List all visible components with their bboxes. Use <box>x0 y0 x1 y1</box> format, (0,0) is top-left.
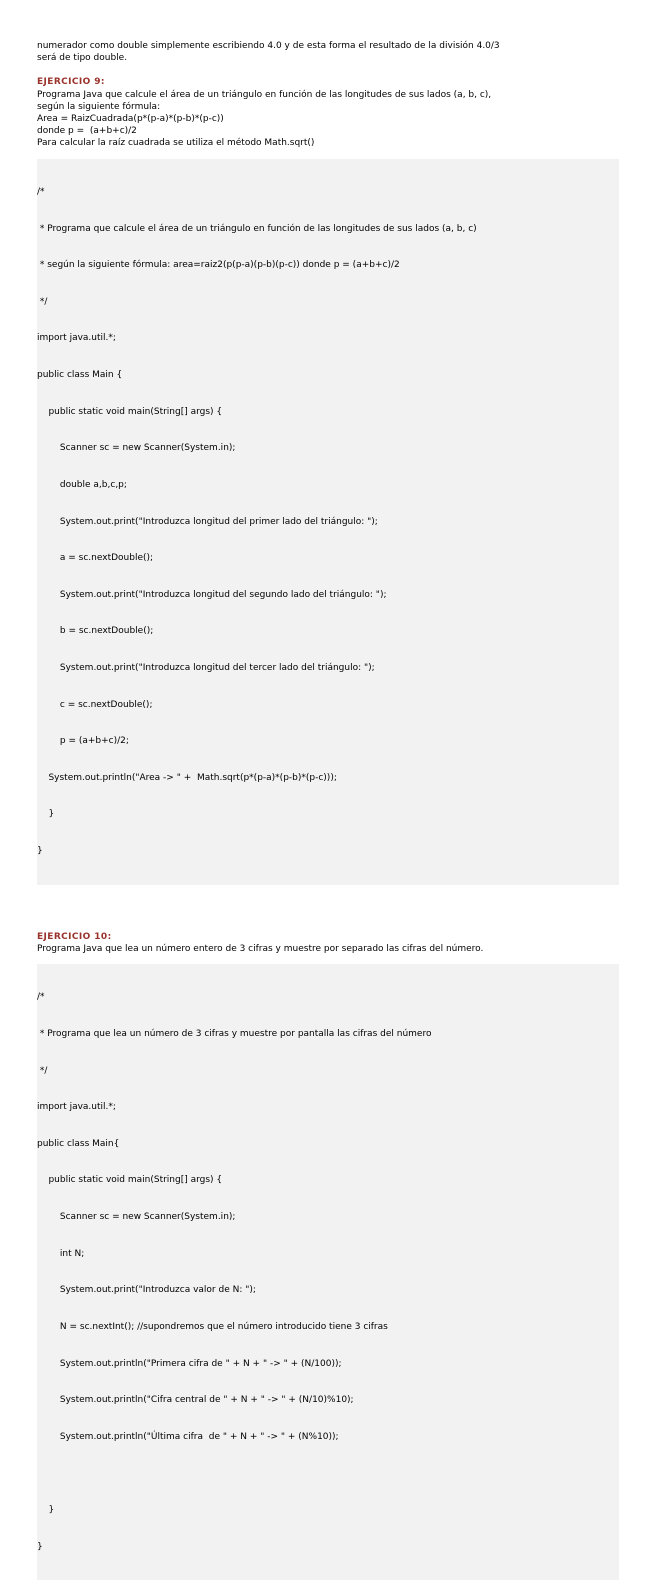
code-line: } <box>37 1504 55 1515</box>
code-line: import java.util.*; <box>37 333 116 344</box>
code-line: } <box>37 809 55 820</box>
code-line: p = (a+b+c)/2; <box>37 736 129 747</box>
code-line: System.out.println("Area -> " + Math.sqrt(p*(p-a)*(p-b)*(p-c))); <box>37 772 337 783</box>
code-line: c = sc.nextDouble(); <box>37 699 153 710</box>
code-line: System.out.println("Última cifra de " + N + " -> " + (N%10)); <box>37 1431 339 1442</box>
code-line: } <box>37 1541 43 1552</box>
code-line: double a,b,c,p; <box>37 479 127 490</box>
exercise-10-code-block <box>37 964 619 1580</box>
document-page <box>37 40 619 1580</box>
code-line: Scanner sc = new Scanner(System.in); <box>37 443 236 454</box>
code-line: /* <box>37 992 45 1003</box>
code-line: public class Main { <box>37 370 123 381</box>
code-line: a = sc.nextDouble(); <box>37 553 154 564</box>
code-line: System.out.print("Introduzca longitud del primer lado del triángulo: "); <box>37 516 378 527</box>
exercise-9-heading: EJERCICIO 9: <box>37 77 105 88</box>
code-line: * Programa que calcule el área de un triángulo en función de las longitudes de sus lados (a, b, c) <box>37 223 477 234</box>
exercise-9-description <box>37 89 619 150</box>
exercise-10-description <box>37 943 619 955</box>
exercise-10-heading: EJERCICIO 10: <box>37 931 112 942</box>
intro-line: será de tipo double. <box>37 53 128 64</box>
code-line: import java.util.*; <box>37 1102 116 1113</box>
code-line: System.out.print("Introduzca valor de N: "); <box>37 1285 256 1296</box>
code-line: b = sc.nextDouble(); <box>37 626 154 637</box>
exercise-9-code-block <box>37 159 619 885</box>
code-line: */ <box>37 296 48 307</box>
intro-paragraph <box>37 40 619 64</box>
code-line: public class Main{ <box>37 1138 120 1149</box>
description-line: Para calcular la raíz cuadrada se utiliza el método Math.sqrt() <box>37 138 315 149</box>
code-line: * Programa que lea un número de 3 cifras y muestre por pantalla las cifras del número <box>37 1029 432 1040</box>
code-line: * según la siguiente fórmula: area=raiz2(p(p-a)(p-b)(p-c)) donde p = (a+b+c)/2 <box>37 260 400 271</box>
code-line: public static void main(String[] args) { <box>37 1175 223 1186</box>
code-line: Scanner sc = new Scanner(System.in); <box>37 1212 236 1223</box>
code-line: public static void main(String[] args) { <box>37 406 223 417</box>
code-line: System.out.print("Introduzca longitud del tercer lado del triángulo: "); <box>37 662 375 673</box>
code-line <box>37 1467 619 1479</box>
code-line: System.out.print("Introduzca longitud del segundo lado del triángulo: "); <box>37 589 387 600</box>
code-line: System.out.println("Primera cifra de " + N + " -> " + (N/100)); <box>37 1358 342 1369</box>
code-line: */ <box>37 1065 48 1076</box>
description-line: según la siguiente fórmula: <box>37 101 161 112</box>
description-line: Programa Java que lea un número entero de 3 cifras y muestre por separado las cifras del número. <box>37 943 484 954</box>
description-line: donde p = (a+b+c)/2 <box>37 126 137 137</box>
description-line: Area = RaizCuadrada(p*(p-a)*(p-b)*(p-c)) <box>37 114 224 125</box>
code-line: N = sc.nextInt(); //supondremos que el número introducido tiene 3 cifras <box>37 1321 388 1332</box>
code-line: /* <box>37 187 45 198</box>
code-line: System.out.println("Cifra central de " + N + " -> " + (N/10)%10); <box>37 1395 354 1406</box>
intro-line: numerador como double simplemente escribiendo 4.0 y de esta forma el resultado de la división 4.0/3 <box>37 41 500 51</box>
code-line: int N; <box>37 1248 85 1259</box>
code-line: } <box>37 846 43 856</box>
description-line: Programa Java que calcule el área de un triángulo en función de las longitudes de sus lados (a, b, c), <box>37 89 492 100</box>
